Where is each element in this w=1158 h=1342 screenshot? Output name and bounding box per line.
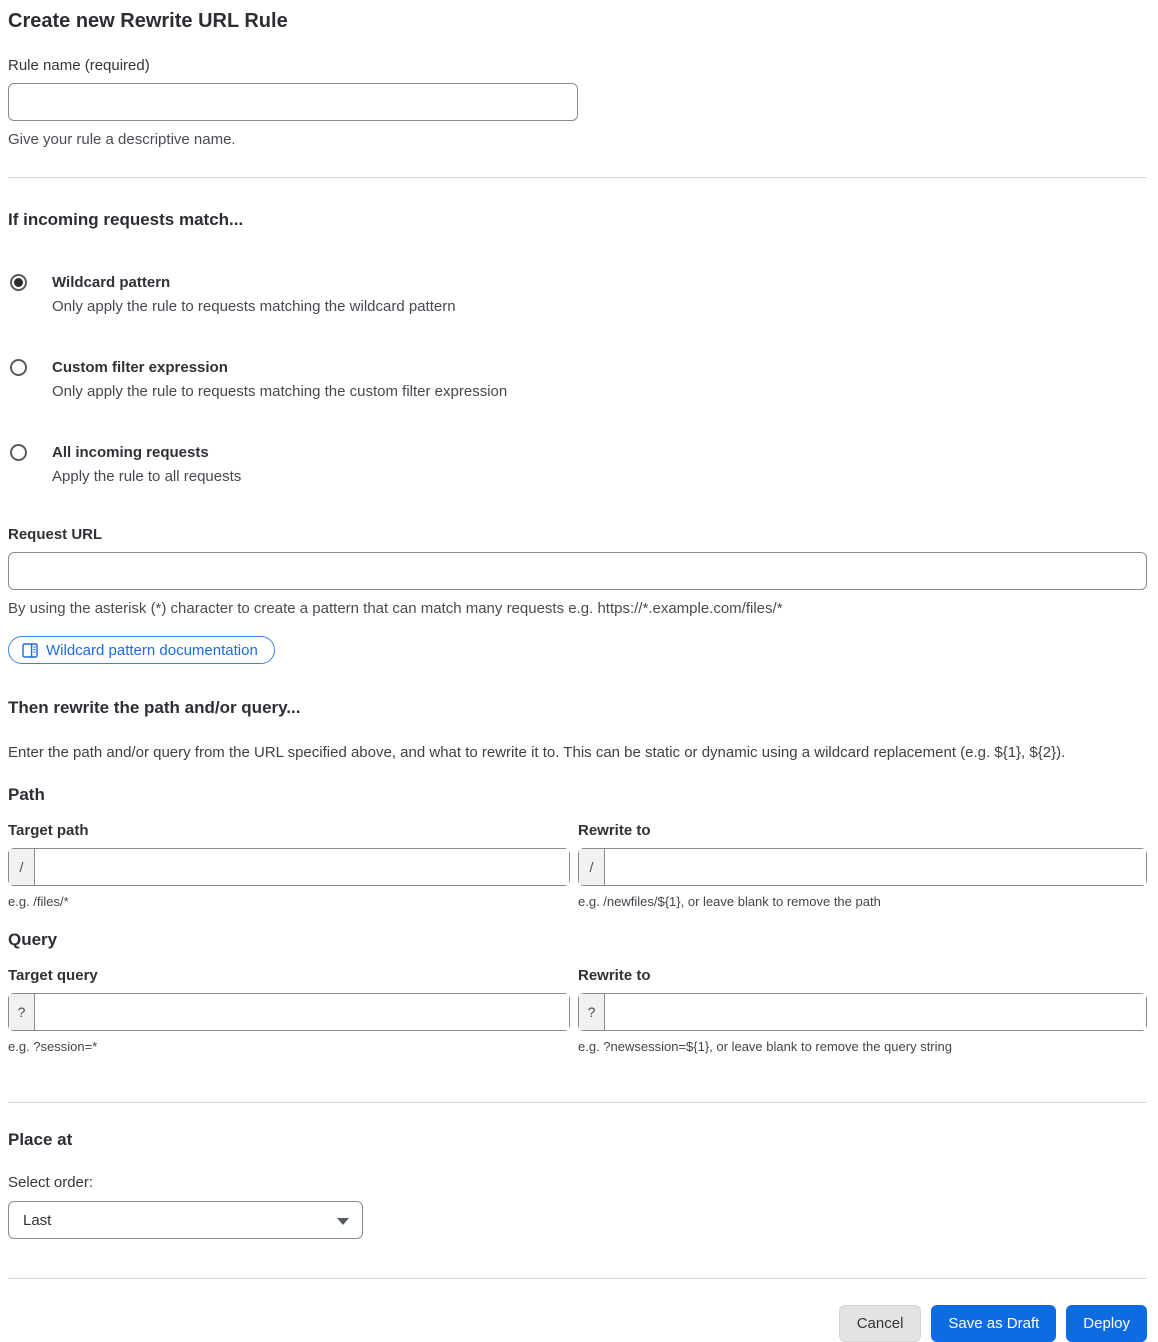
radio-option-label[interactable]: Custom filter expression	[52, 359, 228, 376]
page-title: Create new Rewrite URL Rule	[8, 10, 288, 32]
query-rewrite-label: Rewrite to	[578, 967, 651, 984]
query-heading: Query	[8, 930, 58, 949]
order-select-wrap	[8, 1201, 363, 1239]
query-rewrite-helper: e.g. ?newsession=${1}, or leave blank to remove the query string	[578, 1039, 952, 1054]
footer-action-bar	[8, 1305, 1147, 1342]
path-rewrite-label: Rewrite to	[578, 822, 651, 839]
rule-name-label: Rule name (required)	[8, 57, 150, 74]
order-select[interactable]	[8, 1201, 363, 1239]
target-query-field	[8, 951, 570, 1055]
target-path-input[interactable]	[35, 849, 569, 885]
target-path-helper: e.g. /files/*	[8, 894, 69, 909]
target-query-label: Target query	[8, 967, 98, 984]
divider	[8, 1278, 1147, 1279]
wildcard-docs-button-label: Wildcard pattern documentation	[46, 641, 258, 659]
select-order-label: Select order:	[8, 1174, 94, 1191]
save-as-draft-button[interactable]: Save as Draft	[931, 1305, 1056, 1342]
request-url-label: Request URL	[8, 526, 103, 543]
target-query-helper: e.g. ?session=*	[8, 1039, 98, 1054]
wildcard-docs-button[interactable]	[8, 636, 275, 664]
divider	[8, 177, 1147, 178]
divider	[8, 1102, 1147, 1103]
path-rewrite-input[interactable]	[605, 849, 1146, 885]
path-rewrite-field	[578, 806, 1147, 910]
book-icon	[22, 643, 38, 658]
radio-option-label[interactable]: All incoming requests	[52, 444, 209, 461]
rule-name-helper: Give your rule a descriptive name.	[8, 131, 236, 148]
request-url-input[interactable]	[8, 552, 1147, 590]
wildcard-pattern-radio[interactable]	[10, 274, 27, 291]
radio-option-wildcard-pattern[interactable]	[8, 273, 1147, 316]
place-at-heading: Place at	[8, 1130, 73, 1149]
rewrite-section-description: Enter the path and/or query from the URL specified above, and what to rewrite it to. This can be static or dynamic using a wildcard replacement (e.g. ${1}, ${2}).	[8, 744, 1066, 761]
cancel-button[interactable]: Cancel	[839, 1305, 922, 1342]
request-url-helper: By using the asterisk (*) character to create a pattern that can match many requests e.g. https://*.example.com/files/*	[8, 600, 783, 617]
path-heading: Path	[8, 785, 45, 804]
radio-option-description: Apply the rule to all requests	[52, 468, 242, 485]
radio-option-label[interactable]: Wildcard pattern	[52, 274, 171, 291]
query-prefix: ?	[9, 994, 35, 1030]
target-path-label: Target path	[8, 822, 89, 839]
radio-option-all-requests[interactable]	[8, 443, 1147, 486]
radio-option-description: Only apply the rule to requests matching the custom filter expression	[52, 383, 508, 400]
path-prefix: /	[579, 849, 605, 885]
query-prefix: ?	[579, 994, 605, 1030]
path-fields-row	[8, 806, 1147, 910]
rule-name-input[interactable]	[8, 83, 578, 121]
deploy-button[interactable]: Deploy	[1066, 1305, 1147, 1342]
radio-option-custom-filter[interactable]	[8, 358, 1147, 401]
path-prefix: /	[9, 849, 35, 885]
match-section-heading: If incoming requests match...	[8, 210, 244, 229]
path-rewrite-helper: e.g. /newfiles/${1}, or leave blank to remove the path	[578, 894, 881, 909]
query-rewrite-field	[578, 951, 1147, 1055]
radio-option-description: Only apply the rule to requests matching the wildcard pattern	[52, 298, 456, 315]
target-path-field	[8, 806, 570, 910]
all-requests-radio[interactable]	[10, 444, 27, 461]
query-rewrite-input[interactable]	[605, 994, 1146, 1030]
rewrite-section-heading: Then rewrite the path and/or query...	[8, 698, 301, 717]
custom-filter-radio[interactable]	[10, 359, 27, 376]
target-query-input[interactable]	[35, 994, 569, 1030]
query-fields-row	[8, 951, 1147, 1055]
